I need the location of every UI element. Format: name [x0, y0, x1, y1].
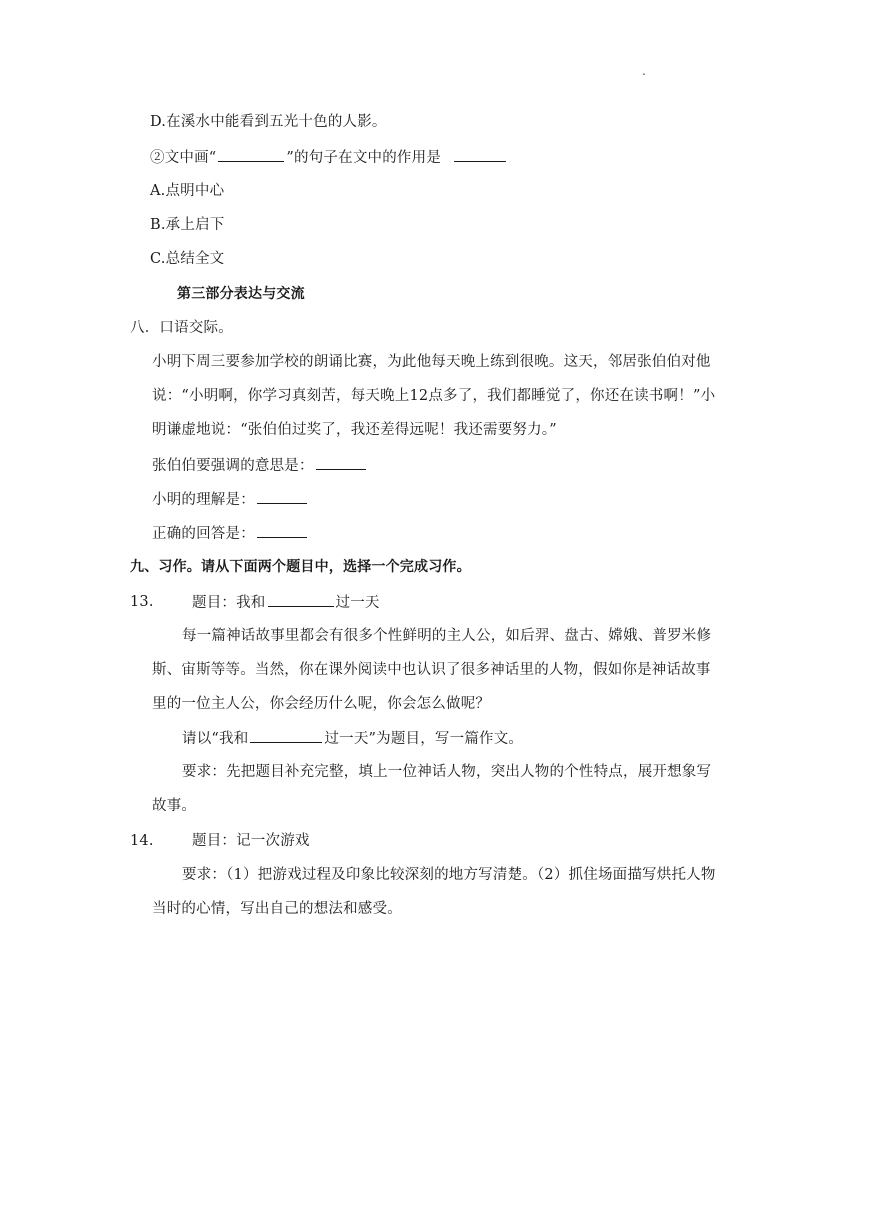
option-c: C.总结全文: [150, 251, 225, 267]
option-b: B.承上启下: [150, 217, 225, 233]
sub-question-2: [150, 147, 508, 168]
q14-number: 14.: [130, 833, 154, 849]
q8-prompt-3-label: 正确的回答是：: [152, 526, 255, 542]
q13-instruction-prefix: 请以“我和: [182, 731, 249, 747]
sub2-quote-blank: [218, 147, 284, 162]
q14-requirement-line-2: 当时的心情，写出自己的想法和感受。: [152, 901, 402, 917]
q13-title: [192, 592, 380, 613]
q13-number: 13.: [130, 594, 154, 610]
q13-instruction-suffix: 过一天”为题目，写一篇作文。: [324, 731, 524, 747]
sub2-answer-blank: [454, 147, 506, 162]
q13-body-line-3: 里的一位主人公，你会经历什么呢，你会怎么做呢？: [152, 696, 491, 712]
q9-heading: 九、习作。请从下面两个题目中，选择一个完成习作。: [130, 559, 471, 575]
option-a: A.点明中心: [150, 183, 225, 199]
q8-prompt-2: [152, 489, 309, 510]
q13-title-prefix: 题目：我和: [192, 595, 266, 611]
q8-prompt-1-blank: [316, 455, 366, 470]
q8-prompt-1: [152, 455, 368, 476]
q14-title: 题目：记一次游戏: [192, 833, 310, 849]
q13-title-suffix: 过一天: [335, 595, 380, 611]
q8-prompt-2-label: 小明的理解是：: [152, 492, 255, 508]
q8-prompt-1-label: 张伯伯要强调的意思是：: [152, 458, 314, 474]
q13-requirement-line-2: 故事。: [152, 798, 197, 814]
q13-title-blank: [268, 592, 334, 607]
option-d: D.在溪水中能看到五光十色的人影。: [150, 114, 387, 130]
q8-prompt-2-blank: [257, 489, 307, 504]
q13-body-line-1: 每一篇神话故事里都会有很多个性鲜明的主人公，如后羿、盘古、嫦娥、普罗米修: [182, 628, 712, 644]
q8-passage-line-3: 明谦虚地说：“张伯伯过奖了，我还差得远呢！我还需要努力。”: [152, 422, 557, 438]
q8-prompt-3: [152, 523, 309, 544]
sub2-prefix: ②文中画“: [150, 150, 217, 166]
q8-passage-line-1: 小明下周三要参加学校的朗诵比赛，为此他每天晚上练到很晚。这天，邻居张伯伯对他: [152, 354, 711, 370]
q8-passage-line-2: 说：“小明啊，你学习真刻苦，每天晚上12点多了，我们都睡觉了，你还在读书啊！”小: [152, 388, 716, 404]
q13-body-line-2: 斯、宙斯等等。当然，你在课外阅读中也认识了很多神话里的人物，假如你是神话故事: [152, 662, 711, 678]
q8-heading: 八．口语交际。: [130, 320, 233, 336]
q14-requirement-line-1: 要求：（1）把游戏过程及印象比较深刻的地方写清楚。（2）抓住场面描写烘托人物: [182, 867, 716, 883]
q8-prompt-3-blank: [257, 523, 307, 538]
part3-title: 第三部分表达与交流: [177, 286, 305, 302]
q13-instruction-blank: [250, 728, 322, 743]
sub2-suffix: ”的句子在文中的作用是: [286, 150, 442, 166]
q13-instruction: [182, 728, 523, 749]
header-mark: .: [642, 64, 646, 78]
q13-requirement-line-1: 要求：先把题目补充完整，填上一位神话人物，突出人物的个性特点，展开想象写: [182, 764, 712, 780]
